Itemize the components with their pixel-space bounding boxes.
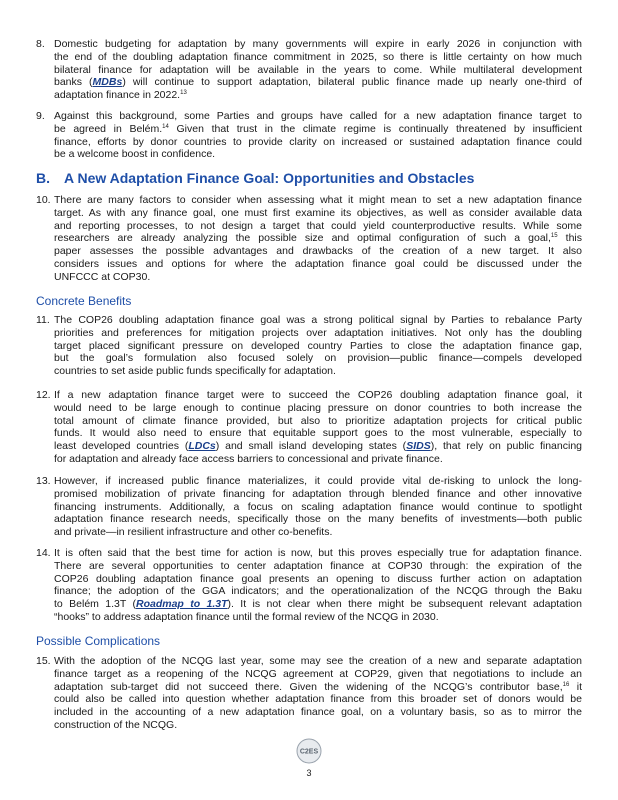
footnote-ref[interactable]: 13 (180, 90, 187, 97)
text-line: and private—in resilient infrastructure and other co-benefits. (54, 526, 333, 539)
text-line: considers issues and options for where the adaptation finance goal could be discussed under the (54, 257, 582, 270)
text-line: bilateral finance for adaptation will be available in the years to come. While multilateral development (54, 63, 582, 76)
paragraph-number: 11. (36, 314, 50, 326)
mdbs-link[interactable]: MDBs (92, 76, 123, 89)
text-line: The COP26 doubling adaptation finance goal was a strong political signal by Parties to rebalance Party (54, 314, 582, 326)
text-line: be a welcome boost in confidence. (54, 148, 216, 161)
subheading-concrete-benefits: Concrete Benefits (36, 294, 132, 308)
paragraph-10 (36, 194, 582, 284)
paragraph-15 (36, 655, 582, 732)
paragraph-11 (36, 314, 582, 378)
page-number: 3 (306, 768, 312, 778)
paragraph-8 (36, 38, 582, 102)
text-line: finance target as a reopening of the NCQG agreement at COP29, given that negotiations to include an (54, 667, 582, 680)
text-line: researchers are already analyzing the possible size and optimal configuration of such a goal,$^{15}$ this (54, 232, 583, 245)
paragraph-14 (36, 547, 582, 624)
text-line: financing instruments. Additionally, a focus on scaling adaptation finance would continue to spotlight (54, 500, 582, 513)
paragraph-13 (36, 475, 582, 539)
subheading-possible-complications: Possible Complications (36, 634, 161, 648)
text-line: for adaptation and already face access barriers to concessional and private finance. (54, 452, 443, 465)
paragraph-number: 8. (36, 38, 45, 50)
text-line: Domestic budgeting for adaptation by many governments will expire in early 2026 in conjunction with (54, 38, 582, 50)
text-line: finance, efforts by donor countries to provide clarity on increased or sustained adaptation finance could (54, 135, 582, 148)
text-line: finance; the adoption of the GGA indicators; and the operationalization of the NCQG through the Baku (54, 585, 582, 598)
roadmap-link[interactable]: Roadmap to 1.3T (135, 598, 228, 611)
text-line: “hooks” to address adaptation finance until the formal review of the NCQG in 2030. (54, 610, 439, 623)
paragraph-number: 13. (36, 475, 51, 487)
paragraph-number: 10. (36, 194, 51, 206)
text-line: target placed significant pressure on developed country Parties to close the adaptation finance gap, (54, 339, 582, 352)
text-line: be agreed in Belém.$^{14}$ Given that trust in the climate regime is continually threatened by insufficient (54, 122, 583, 135)
footnote-ref[interactable]: 16 (562, 681, 570, 688)
footnote-ref[interactable]: 14 (162, 123, 169, 130)
text-line: There are several opportunities to center adaptation finance at COP30 through: the expiration of the (54, 559, 582, 572)
text-line: could also be called into question whether adaptation finance from this broader set of donors would be (54, 693, 582, 706)
text-line: It is often said that the best time for action is now, but this proves especially true for adaptation finance. (54, 547, 582, 559)
section-heading (36, 170, 474, 186)
text-line: There are many factors to consider when assessing what it might mean to set a new adaptation finance (54, 194, 582, 206)
text-line: the end of the doubling adaptation finance commitment in 2025, so there is little certainty on how much (54, 50, 582, 63)
ldcs-link[interactable]: LDCs (188, 440, 216, 453)
text-line: least developed countries (LDCs) and small island developing states (SIDS), that rely on public financing (54, 440, 583, 453)
text-line: to Belém 1.3T (Roadmap to 1.3T). It is not clear when there might be subsequent relevant adaptation (54, 598, 582, 611)
c2es-logo (296, 738, 322, 764)
paragraph-number: 15. (36, 655, 51, 667)
text-line: included in the accounting of a new adaptation finance goal, on a voluntary basis, so as to mirror the (54, 706, 582, 719)
text-line: promised mobilization of private financing for adaptation through blended finance and other innovative (54, 487, 582, 500)
section-letter: B. (36, 170, 50, 186)
text-line: target. As with any finance goal, one must first examine its objectives, as well as consider available data (54, 206, 582, 219)
paragraph-12 (36, 389, 582, 466)
footnote-ref[interactable]: 15 (550, 233, 558, 240)
text-line: countries to set aside public funds specifically for adaptation. (54, 365, 336, 378)
text-line: adaptation sub-target did not succeed there. Given the widening of the NCQG’s contributor base,$^{16}$ it (54, 680, 583, 693)
text-line: UNFCCC at COP30. (54, 270, 151, 283)
sids-link[interactable]: SIDS (406, 440, 431, 453)
text-line: priorities and preferences for mitigation projects over adaptation initiatives. Not only has the doubling (54, 326, 582, 339)
text-line: but the goal’s formulation also focused solely on provision—public finance—compels developed (54, 352, 582, 365)
text-line: adaptation finance research needs, specifically those on the many benefits of investments—both public (54, 513, 582, 526)
section-title: A New Adaptation Finance Goal: Opportunities and Obstacles (64, 170, 475, 186)
text-line: would need to be large enough to continue placing pressure on donor countries to both increase the (54, 401, 582, 414)
text-line: COP26 doubling adaptation finance goal presents an opening to discuss further action on adaptation (54, 572, 582, 585)
text-line: If a new adaptation finance target were to succeed the COP26 doubling adaptation finance goal, it (54, 389, 582, 401)
svg-text:C2ES: C2ES (299, 748, 319, 756)
text-line: With the adoption of the NCQG last year, some may see the creation of a new and separate adaptation (54, 655, 582, 667)
text-line: construction of the NCQG. (54, 718, 178, 731)
text-line: paper assesses the possible advantages and drawbacks of the creation of a new target. It also (54, 245, 582, 258)
text-line: adaptation finance in 2022.13 (54, 89, 187, 102)
paragraph-number: 9. (36, 110, 45, 122)
text-line: funds. It would also need to ensure that equitable support goes to the most vulnerable, especially to (54, 427, 582, 440)
text-line: Against this background, some Parties and groups have called for a new adaptation finance target to (54, 110, 582, 122)
text-line: banks (MDBs) will continue to support adaptation, bilateral public finance made up nearly one-third of (54, 76, 582, 89)
paragraph-number: 12. (36, 389, 51, 401)
paragraph-9 (36, 110, 582, 161)
paragraph-number: 14. (36, 547, 51, 559)
text-line: total amount of climate finance provided, but also to prioritize adaptation projects for critical public (54, 414, 582, 427)
text-line: and reporting processes, to not design a target that could yield counterproductive results. While some (54, 219, 582, 232)
text-line: However, if increased public finance materializes, it could provide vital de-risking to unlock the long- (54, 475, 582, 487)
